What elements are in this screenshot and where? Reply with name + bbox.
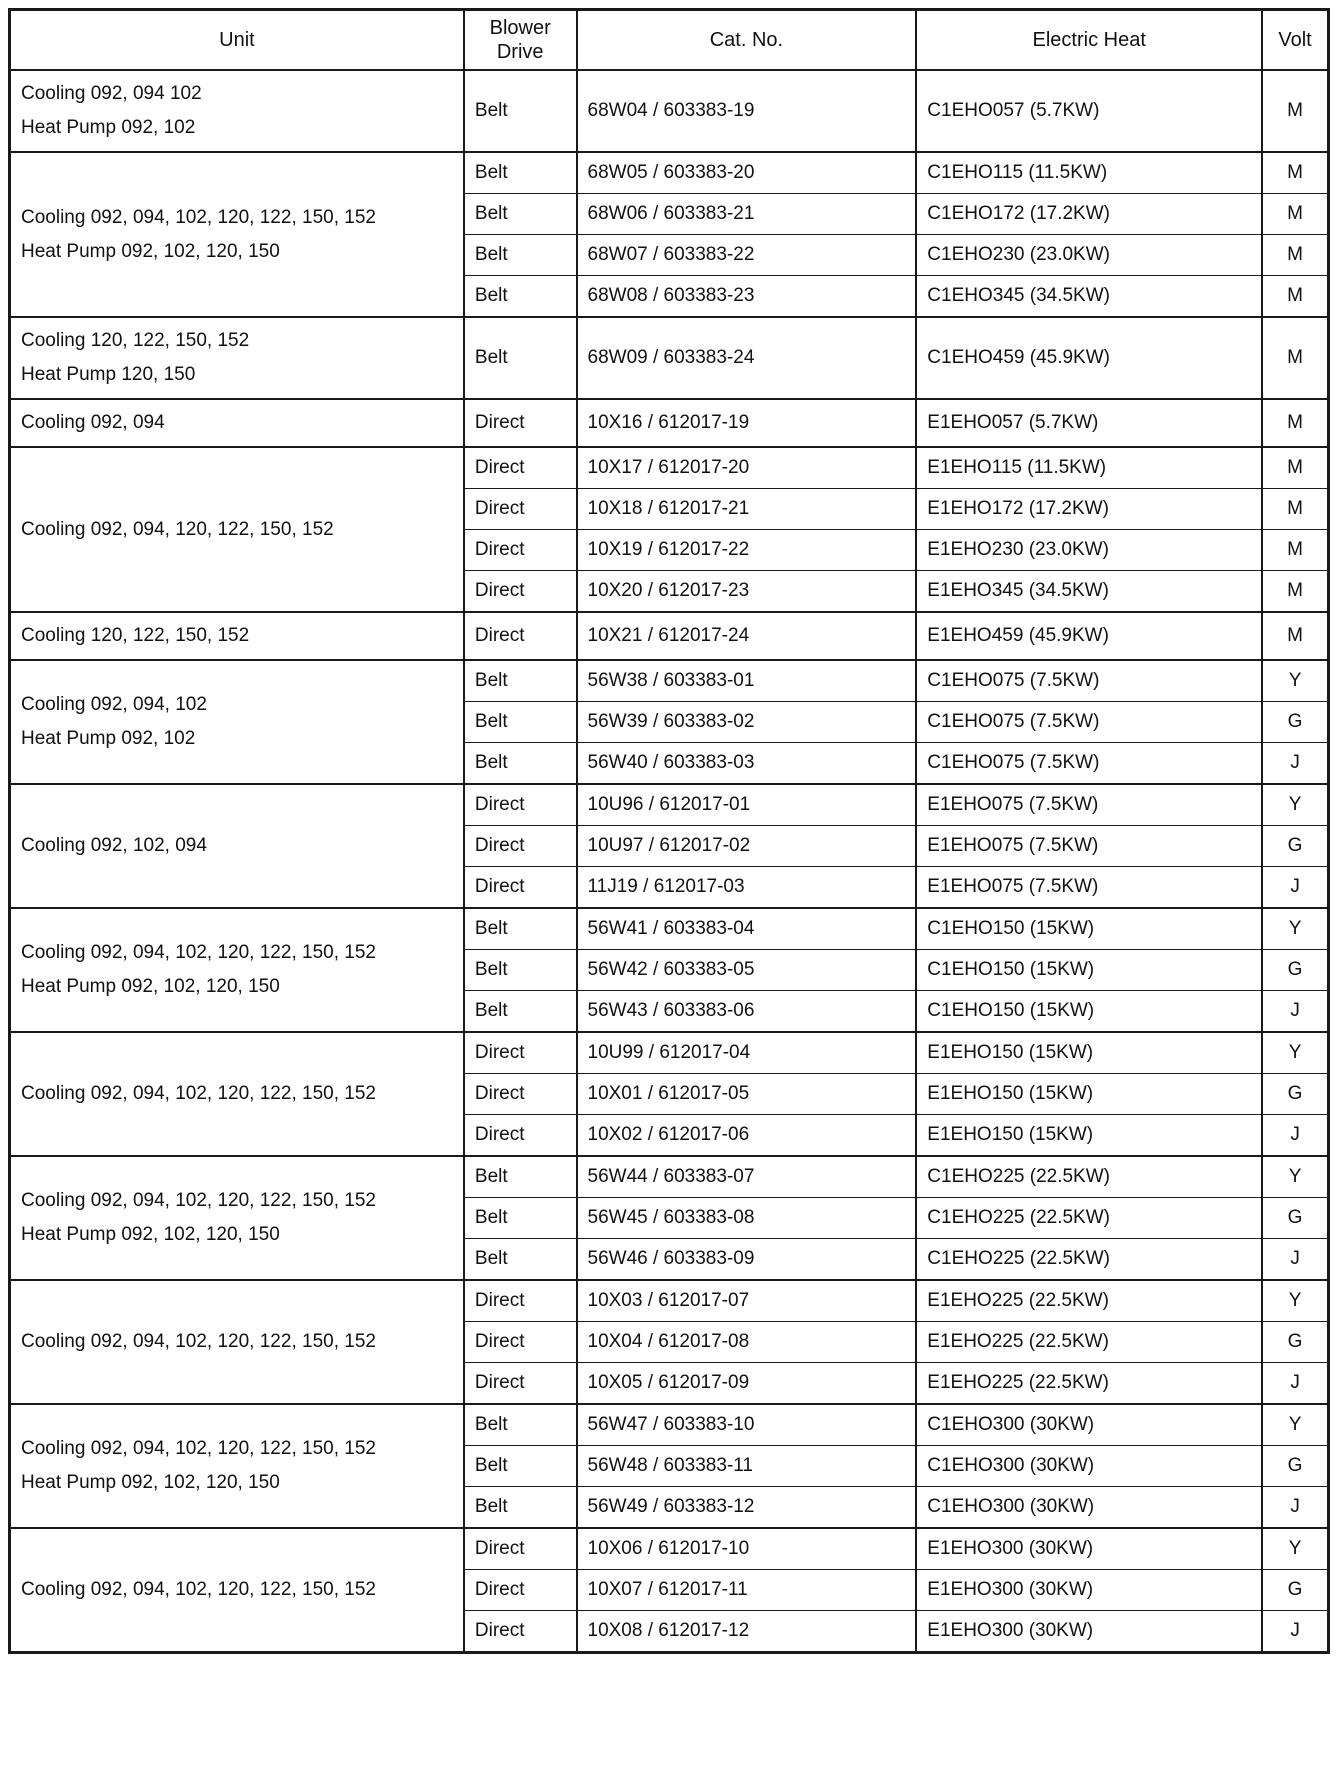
volt-cell: J — [1262, 743, 1328, 785]
column-header-cat-no: Cat. No. — [577, 10, 917, 71]
cat-no-cell: 10X19 / 612017-22 — [577, 530, 917, 571]
blower-drive-cell: Belt — [464, 70, 577, 152]
volt-cell: G — [1262, 950, 1328, 991]
cat-no-cell: 56W47 / 603383-10 — [577, 1404, 917, 1446]
volt-cell: M — [1262, 70, 1328, 152]
unit-line: Heat Pump 092, 102 — [21, 728, 196, 749]
blower-drive-cell: Direct — [464, 571, 577, 613]
unit-line: Heat Pump 120, 150 — [21, 364, 196, 385]
electric-heat-cell: C1EHO225 (22.5KW) — [916, 1239, 1262, 1281]
table-row — [10, 1528, 1329, 1570]
volt-cell: Y — [1262, 1280, 1328, 1322]
cat-no-cell: 56W38 / 603383-01 — [577, 660, 917, 702]
unit-line: Cooling 092, 094, 102, 120, 122, 150, 152 — [21, 206, 376, 228]
unit-cell — [10, 317, 464, 399]
unit-cell — [10, 399, 464, 447]
blower-drive-cell: Belt — [464, 1156, 577, 1198]
blower-drive-cell: Belt — [464, 317, 577, 399]
electric-heat-cell: E1EHO300 (30KW) — [916, 1611, 1262, 1653]
volt-cell: Y — [1262, 1528, 1328, 1570]
electric-heat-cell: E1EHO115 (11.5KW) — [916, 447, 1262, 489]
unit-cell — [10, 1156, 464, 1280]
unit-cell — [10, 612, 464, 660]
blower-drive-cell: Belt — [464, 1446, 577, 1487]
cat-no-cell: 56W41 / 603383-04 — [577, 908, 917, 950]
electric-heat-cell: C1EHO150 (15KW) — [916, 950, 1262, 991]
electric-heat-cell: C1EHO057 (5.7KW) — [916, 70, 1262, 152]
volt-cell: M — [1262, 571, 1328, 613]
cat-no-cell: 56W49 / 603383-12 — [577, 1487, 917, 1529]
cat-no-cell: 10X07 / 612017-11 — [577, 1570, 917, 1611]
cat-no-cell: 10X16 / 612017-19 — [577, 399, 917, 447]
unit-line: Heat Pump 092, 102, 120, 150 — [21, 240, 280, 262]
volt-cell: Y — [1262, 1404, 1328, 1446]
blower-drive-cell: Belt — [464, 743, 577, 785]
unit-line: Cooling 092, 094, 102 — [21, 694, 207, 715]
volt-cell: M — [1262, 235, 1328, 276]
unit-line: Cooling 092, 102, 094 — [21, 835, 207, 856]
cat-no-cell: 56W45 / 603383-08 — [577, 1198, 917, 1239]
blower-drive-cell: Direct — [464, 612, 577, 660]
electric-heat-parts-table — [8, 8, 1330, 1654]
unit-line: Cooling 092, 094, 102, 120, 122, 150, 152 — [21, 1083, 376, 1104]
column-header-blower-drive: Blower Drive — [464, 10, 577, 71]
blower-drive-cell: Belt — [464, 1487, 577, 1529]
table-row — [10, 1032, 1329, 1074]
unit-cell — [10, 1528, 464, 1653]
blower-drive-cell: Direct — [464, 1280, 577, 1322]
electric-heat-cell: E1EHO075 (7.5KW) — [916, 784, 1262, 826]
volt-cell: M — [1262, 399, 1328, 447]
blower-drive-cell: Direct — [464, 1074, 577, 1115]
electric-heat-cell: C1EHO075 (7.5KW) — [916, 660, 1262, 702]
electric-heat-cell: C1EHO150 (15KW) — [916, 908, 1262, 950]
volt-cell: G — [1262, 1446, 1328, 1487]
blower-drive-cell: Direct — [464, 1528, 577, 1570]
blower-drive-cell: Direct — [464, 867, 577, 909]
cat-no-cell: 56W46 / 603383-09 — [577, 1239, 917, 1281]
unit-cell — [10, 447, 464, 612]
cat-no-cell: 10X18 / 612017-21 — [577, 489, 917, 530]
cat-no-cell: 10X04 / 612017-08 — [577, 1322, 917, 1363]
blower-drive-cell: Belt — [464, 1198, 577, 1239]
unit-cell — [10, 784, 464, 908]
volt-cell: J — [1262, 1611, 1328, 1653]
unit-line: Heat Pump 092, 102, 120, 150 — [21, 1224, 280, 1245]
electric-heat-cell: C1EHO075 (7.5KW) — [916, 743, 1262, 785]
electric-heat-cell: C1EHO225 (22.5KW) — [916, 1156, 1262, 1198]
electric-heat-cell: E1EHO150 (15KW) — [916, 1032, 1262, 1074]
blower-drive-cell: Belt — [464, 1404, 577, 1446]
table-row — [10, 317, 1329, 399]
electric-heat-cell: E1EHO225 (22.5KW) — [916, 1322, 1262, 1363]
blower-drive-cell: Direct — [464, 447, 577, 489]
cat-no-cell: 68W08 / 603383-23 — [577, 276, 917, 318]
cat-no-cell: 10X01 / 612017-05 — [577, 1074, 917, 1115]
volt-cell: M — [1262, 317, 1328, 399]
column-header-volt: Volt — [1262, 10, 1328, 71]
cat-no-cell: 10U96 / 612017-01 — [577, 784, 917, 826]
unit-cell — [10, 1280, 464, 1404]
cat-no-cell: 56W42 / 603383-05 — [577, 950, 917, 991]
unit-cell — [10, 660, 464, 784]
electric-heat-cell: E1EHO150 (15KW) — [916, 1115, 1262, 1157]
unit-line: Heat Pump 092, 102 — [21, 117, 196, 138]
electric-heat-cell: C1EHO300 (30KW) — [916, 1404, 1262, 1446]
blower-drive-cell: Direct — [464, 489, 577, 530]
electric-heat-cell: E1EHO150 (15KW) — [916, 1074, 1262, 1115]
blower-drive-cell: Direct — [464, 1363, 577, 1405]
table-row — [10, 1156, 1329, 1198]
volt-cell: Y — [1262, 660, 1328, 702]
cat-no-cell: 68W06 / 603383-21 — [577, 194, 917, 235]
unit-line: Cooling 092, 094, 102, 120, 122, 150, 152 — [21, 1190, 376, 1211]
electric-heat-cell: E1EHO225 (22.5KW) — [916, 1280, 1262, 1322]
volt-cell: M — [1262, 612, 1328, 660]
electric-heat-cell: E1EHO300 (30KW) — [916, 1528, 1262, 1570]
blower-drive-cell: Direct — [464, 784, 577, 826]
unit-line: Cooling 092, 094, 102, 120, 122, 150, 152 — [21, 1579, 376, 1600]
unit-line: Cooling 120, 122, 150, 152 — [21, 625, 250, 646]
table-body — [10, 70, 1329, 1653]
table-row — [10, 152, 1329, 194]
cat-no-cell: 10U97 / 612017-02 — [577, 826, 917, 867]
electric-heat-cell: E1EHO459 (45.9KW) — [916, 612, 1262, 660]
blower-drive-cell: Belt — [464, 152, 577, 194]
volt-cell: Y — [1262, 908, 1328, 950]
electric-heat-cell: C1EHO230 (23.0KW) — [916, 235, 1262, 276]
unit-line: Cooling 120, 122, 150, 152 — [21, 330, 250, 351]
blower-drive-cell: Belt — [464, 950, 577, 991]
cat-no-cell: 10U99 / 612017-04 — [577, 1032, 917, 1074]
cat-no-cell: 10X05 / 612017-09 — [577, 1363, 917, 1405]
table-row — [10, 447, 1329, 489]
unit-line: Cooling 092, 094 102 — [21, 83, 202, 104]
table-row — [10, 908, 1329, 950]
electric-heat-cell: E1EHO172 (17.2KW) — [916, 489, 1262, 530]
cat-no-cell: 10X03 / 612017-07 — [577, 1280, 917, 1322]
table-header — [10, 10, 1329, 71]
header-row — [10, 10, 1329, 71]
cat-no-cell: 10X21 / 612017-24 — [577, 612, 917, 660]
cat-no-cell: 56W39 / 603383-02 — [577, 702, 917, 743]
volt-cell: Y — [1262, 1156, 1328, 1198]
electric-heat-cell: E1EHO075 (7.5KW) — [916, 826, 1262, 867]
electric-heat-cell: E1EHO345 (34.5KW) — [916, 571, 1262, 613]
unit-line: Cooling 092, 094, 102, 120, 122, 150, 152 — [21, 942, 376, 963]
unit-line: Heat Pump 092, 102, 120, 150 — [21, 976, 280, 997]
column-header-unit: Unit — [10, 10, 464, 71]
volt-cell: G — [1262, 1198, 1328, 1239]
unit-cell — [10, 152, 464, 317]
volt-cell: J — [1262, 1239, 1328, 1281]
volt-cell: J — [1262, 867, 1328, 909]
volt-cell: M — [1262, 152, 1328, 194]
cat-no-cell: 10X20 / 612017-23 — [577, 571, 917, 613]
unit-cell — [10, 70, 464, 152]
electric-heat-cell: C1EHO459 (45.9KW) — [916, 317, 1262, 399]
electric-heat-cell: E1EHO075 (7.5KW) — [916, 867, 1262, 909]
volt-cell: J — [1262, 1363, 1328, 1405]
volt-cell: G — [1262, 702, 1328, 743]
cat-no-cell: 11J19 / 612017-03 — [577, 867, 917, 909]
table-row — [10, 399, 1329, 447]
blower-drive-cell: Belt — [464, 235, 577, 276]
blower-drive-cell: Direct — [464, 1611, 577, 1653]
cat-no-cell: 56W48 / 603383-11 — [577, 1446, 917, 1487]
blower-drive-cell: Belt — [464, 660, 577, 702]
electric-heat-cell: C1EHO075 (7.5KW) — [916, 702, 1262, 743]
cat-no-cell: 68W09 / 603383-24 — [577, 317, 917, 399]
unit-line: Cooling 092, 094 — [21, 412, 165, 433]
blower-drive-cell: Belt — [464, 276, 577, 318]
table-row — [10, 1280, 1329, 1322]
cat-no-cell: 68W05 / 603383-20 — [577, 152, 917, 194]
electric-heat-cell: C1EHO115 (11.5KW) — [916, 152, 1262, 194]
table-row — [10, 612, 1329, 660]
electric-heat-cell: E1EHO225 (22.5KW) — [916, 1363, 1262, 1405]
volt-cell: M — [1262, 489, 1328, 530]
blower-drive-cell: Direct — [464, 1322, 577, 1363]
electric-heat-cell: C1EHO172 (17.2KW) — [916, 194, 1262, 235]
cat-no-cell: 68W07 / 603383-22 — [577, 235, 917, 276]
blower-drive-cell: Direct — [464, 1115, 577, 1157]
volt-cell: M — [1262, 276, 1328, 318]
unit-line: Cooling 092, 094, 120, 122, 150, 152 — [21, 518, 334, 540]
cat-no-cell: 10X08 / 612017-12 — [577, 1611, 917, 1653]
electric-heat-cell: C1EHO225 (22.5KW) — [916, 1198, 1262, 1239]
cat-no-cell: 10X02 / 612017-06 — [577, 1115, 917, 1157]
unit-line: Heat Pump 092, 102, 120, 150 — [21, 1472, 280, 1493]
volt-cell: J — [1262, 1487, 1328, 1529]
blower-drive-cell: Direct — [464, 399, 577, 447]
blower-drive-cell: Belt — [464, 702, 577, 743]
electric-heat-cell: E1EHO300 (30KW) — [916, 1570, 1262, 1611]
volt-cell: M — [1262, 194, 1328, 235]
table-row — [10, 660, 1329, 702]
volt-cell: G — [1262, 1570, 1328, 1611]
cat-no-cell: 10X17 / 612017-20 — [577, 447, 917, 489]
table-row — [10, 1404, 1329, 1446]
unit-line: Cooling 092, 094, 102, 120, 122, 150, 152 — [21, 1331, 376, 1352]
unit-cell — [10, 1404, 464, 1528]
blower-drive-cell: Belt — [464, 908, 577, 950]
blower-drive-cell: Belt — [464, 991, 577, 1033]
electric-heat-cell: C1EHO300 (30KW) — [916, 1446, 1262, 1487]
volt-cell: M — [1262, 530, 1328, 571]
cat-no-cell: 10X06 / 612017-10 — [577, 1528, 917, 1570]
blower-drive-cell: Direct — [464, 826, 577, 867]
blower-drive-cell: Belt — [464, 194, 577, 235]
table-row — [10, 70, 1329, 152]
cat-no-cell: 68W04 / 603383-19 — [577, 70, 917, 152]
cat-no-cell: 56W40 / 603383-03 — [577, 743, 917, 785]
cat-no-cell: 56W43 / 603383-06 — [577, 991, 917, 1033]
volt-cell: Y — [1262, 1032, 1328, 1074]
cat-no-cell: 56W44 / 603383-07 — [577, 1156, 917, 1198]
unit-line: Cooling 092, 094, 102, 120, 122, 150, 152 — [21, 1438, 376, 1459]
electric-heat-cell: C1EHO150 (15KW) — [916, 991, 1262, 1033]
unit-cell — [10, 908, 464, 1032]
electric-heat-cell: E1EHO057 (5.7KW) — [916, 399, 1262, 447]
volt-cell: G — [1262, 1074, 1328, 1115]
column-header-electric-heat: Electric Heat — [916, 10, 1262, 71]
unit-cell — [10, 1032, 464, 1156]
blower-drive-cell: Direct — [464, 530, 577, 571]
volt-cell: Y — [1262, 784, 1328, 826]
electric-heat-cell: C1EHO300 (30KW) — [916, 1487, 1262, 1529]
blower-drive-cell: Belt — [464, 1239, 577, 1281]
volt-cell: J — [1262, 991, 1328, 1033]
volt-cell: M — [1262, 447, 1328, 489]
volt-cell: G — [1262, 1322, 1328, 1363]
volt-cell: G — [1262, 826, 1328, 867]
blower-drive-cell: Direct — [464, 1032, 577, 1074]
blower-drive-cell: Direct — [464, 1570, 577, 1611]
electric-heat-cell: C1EHO345 (34.5KW) — [916, 276, 1262, 318]
electric-heat-cell: E1EHO230 (23.0KW) — [916, 530, 1262, 571]
table-row — [10, 784, 1329, 826]
volt-cell: J — [1262, 1115, 1328, 1157]
